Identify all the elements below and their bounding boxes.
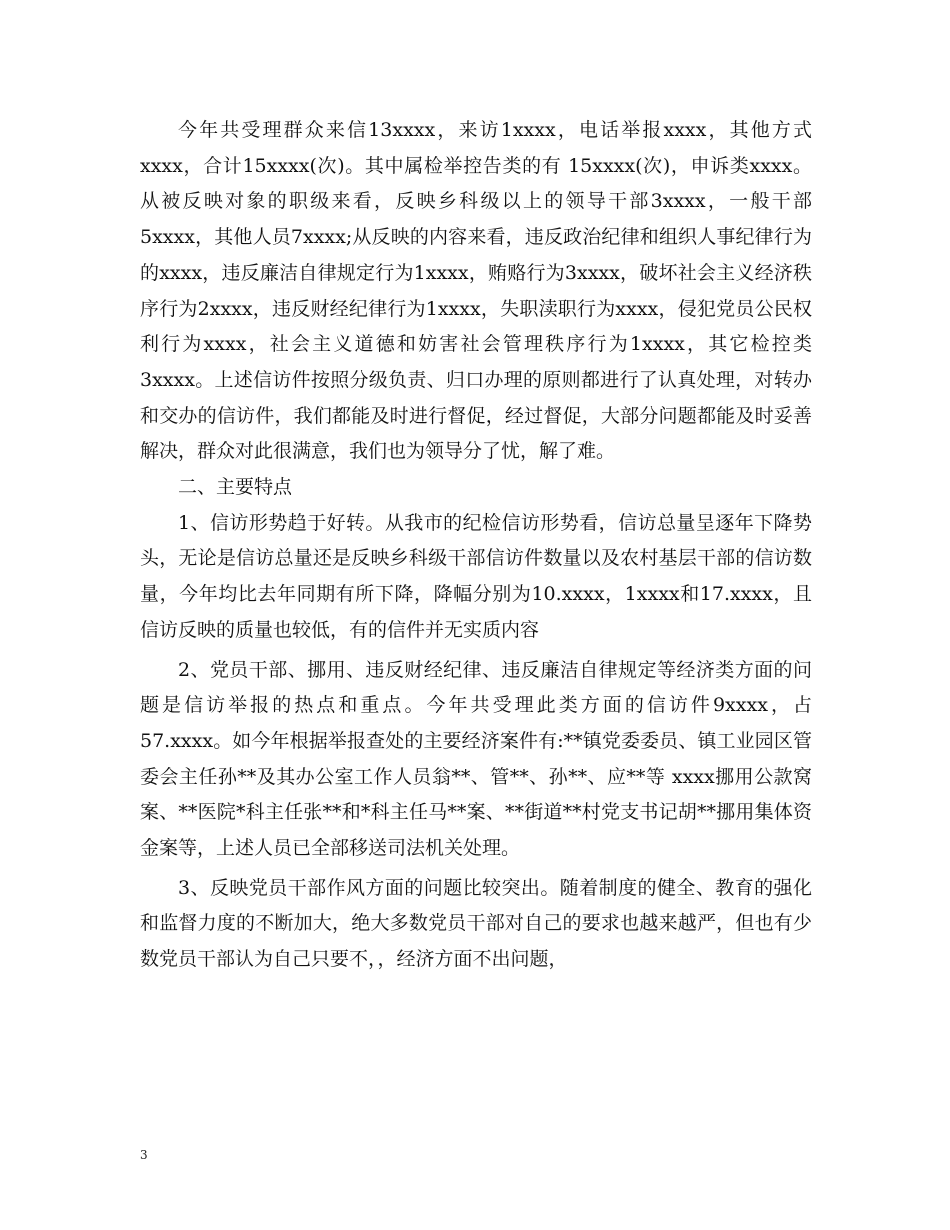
paragraph-statistics: 今年共受理群众来信13xxxx，来访1xxxx，电话举报xxxx，其他方式xxxx，合计15xxxx(次)。其中属检举控告类的有 15xxxx(次)，申诉类xxxx。从被反映对象的职级来看，反映乡科级以上的领导干部3xxxx，一般干部5xxxx，其他人员7xxxx;从反映的内容来看，违反政治纪律和组织人事纪律行为的xxxx，违反廉洁自律规定行为1xxxx，贿赂行为3xxxx，破坏社会主义经济秩序行为2xxxx，违反财经纪律行为1xxxx，失职渎职行为xxxx，侵犯党员公民权利行为xxxx，社会主义道德和妨害社会管理秩序行为1xxxx，其它检控类 3xxxx。上述信访件按照分级负责、归口办理的原则都进行了认真处理，对转办和交办的信访件，我们都能及时进行督促，经过督促，大部分问题都能及时妥善解决，群众对此很满意，我们也为领导分了忧，解了难。: [140, 119, 812, 463]
page-number: 3: [140, 1148, 148, 1162]
document-body: [140, 113, 812, 978]
paragraph-feature-3: 3、反映党员干部作风方面的问题比较突出。随着制度的健全、教育的强化和监督力度的不断加大，绝大多数党员干部对自己的要求也越来越严，但也有少数党员干部认为自己只要不，，经济方面不出问题，: [140, 876, 812, 971]
section-heading-main-features: 二、主要特点: [178, 476, 293, 499]
paragraph-feature-2: 2、党员干部、挪用、违反财经纪律、违反廉洁自律规定等经济类方面的问题是信访举报的热点和重点。今年共受理此类方面的信访件9xxxx，占 57.xxxx。如今年根据举报查处的主要经济案件有:**镇党委委员、镇工业园区管委会主任孙**及其办公室工作人员翁**、管**、孙**、应**等 xxxx挪用公款窝案、**医院*科主任张**和*科主任马**案、**街道**村党支书记胡**挪用集体资金案等，上述人员已全部移送司法机关处理。: [140, 658, 812, 860]
paragraph-feature-1: 1、信访形势趋于好转。从我市的纪检信访形势看，信访总量呈逐年下降势头，无论是信访总量还是反映乡科级干部信访件数量以及农村基层干部的信访数量，今年均比去年同期有所下降，降幅分别为10.xxxx，1xxxx和17.xxxx，且信访反映的质量也较低，有的信件并无实质内容: [140, 511, 812, 641]
